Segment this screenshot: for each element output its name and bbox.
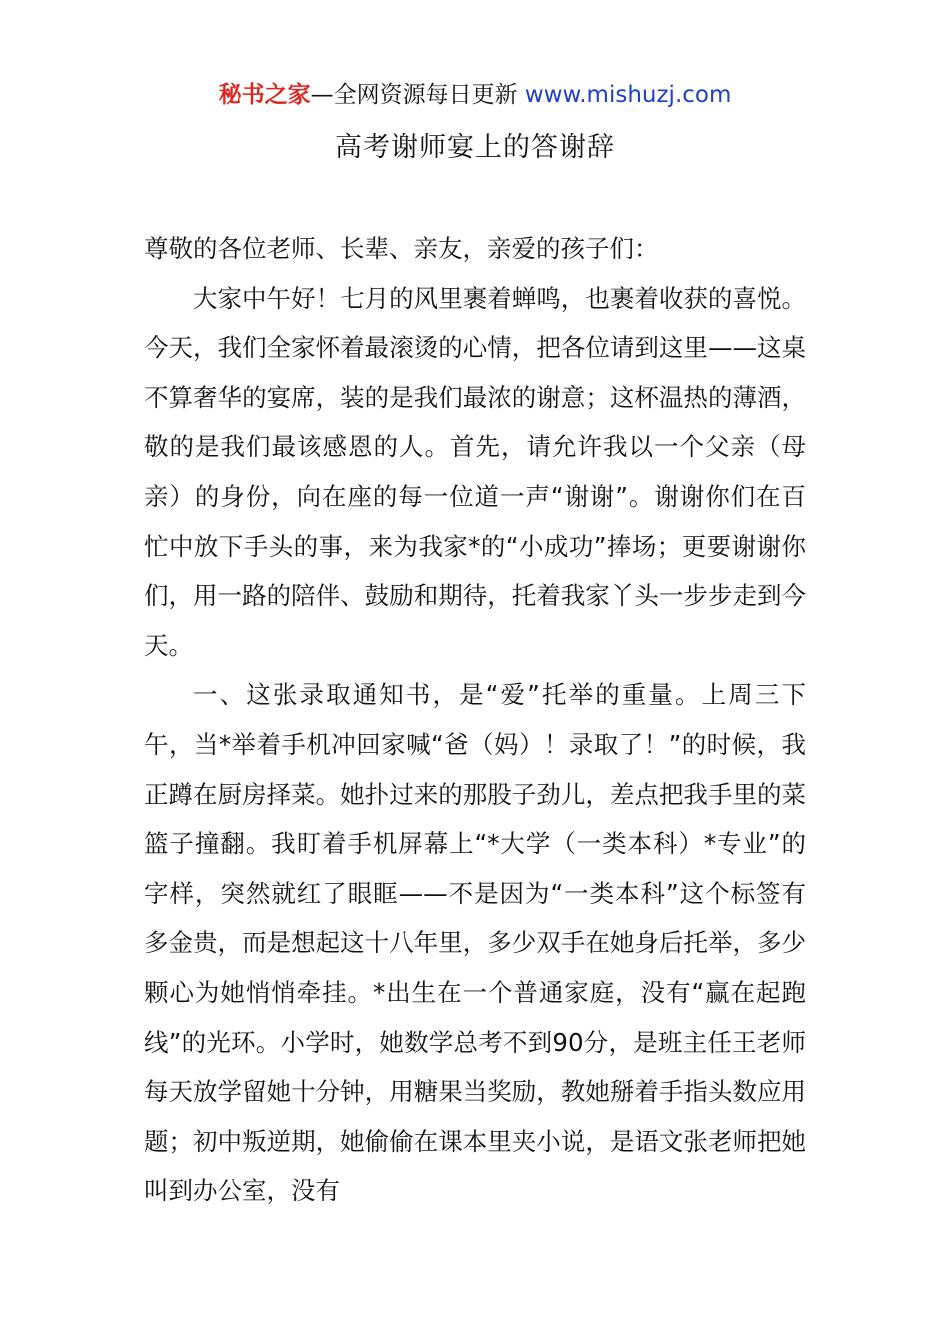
site-header [0,78,950,112]
paragraph-greeting: 大家中午好！七月的风里裹着蝉鸣，也裹着收获的喜悦。今天，我们全家怀着最滚烫的心情，把各位请到这里——这桌不算奢华的宴席，装的是我们最浓的谢意；这杯温热的薄酒，敬的是我们最该感恩的人。首先，请允许我以一个父亲（母亲）的身份，向在座的每一位道一声“谢谢”。谢谢你们在百忙中放下手头的事，来为我家*的“小成功”捧场；更要谢谢你们，用一路的陪伴、鼓励和期待，托着我家丫头一步步走到今天。 [144,283,806,660]
paragraph-section-one: 一、这张录取通知书，是“爱”托举的重量。上周三下午，当*举着手机冲回家喊“爸（妈）！录取了！”的时候，我正蹲在厨房择菜。她扑过来的那股子劲儿，差点把我手里的菜篮子撞翻。我盯着手机屏幕上“*大学（一类本科）*专业”的字样，突然就红了眼眶——不是因为“一类本科”这个标签有多金贵，而是想起这十八年里，多少双手在她身后托举，多少颗心为她悄悄牵挂。*出生在一个普通家庭，没有“赢在起跑线”的光环。小学时，她数学总考不到90分，是班主任王老师每天放学留她十分钟，用糖果当奖励，教她掰着手指头数应用题；初中叛逆期，她偷偷在课本里夹小说，是语文张老师把她叫到办公室，没有 [144,680,806,1206]
salutation: 尊敬的各位老师、长辈、亲友，亲爱的孩子们： [144,234,659,263]
header-tagline: —全网资源每日更新 [310,82,518,108]
site-url-link[interactable]: www.mishuzj.com [524,82,732,108]
document-title: 高考谢师宴上的答谢辞 [335,132,615,163]
document-body [144,224,806,1216]
brand-name: 秘书之家 [218,82,311,108]
